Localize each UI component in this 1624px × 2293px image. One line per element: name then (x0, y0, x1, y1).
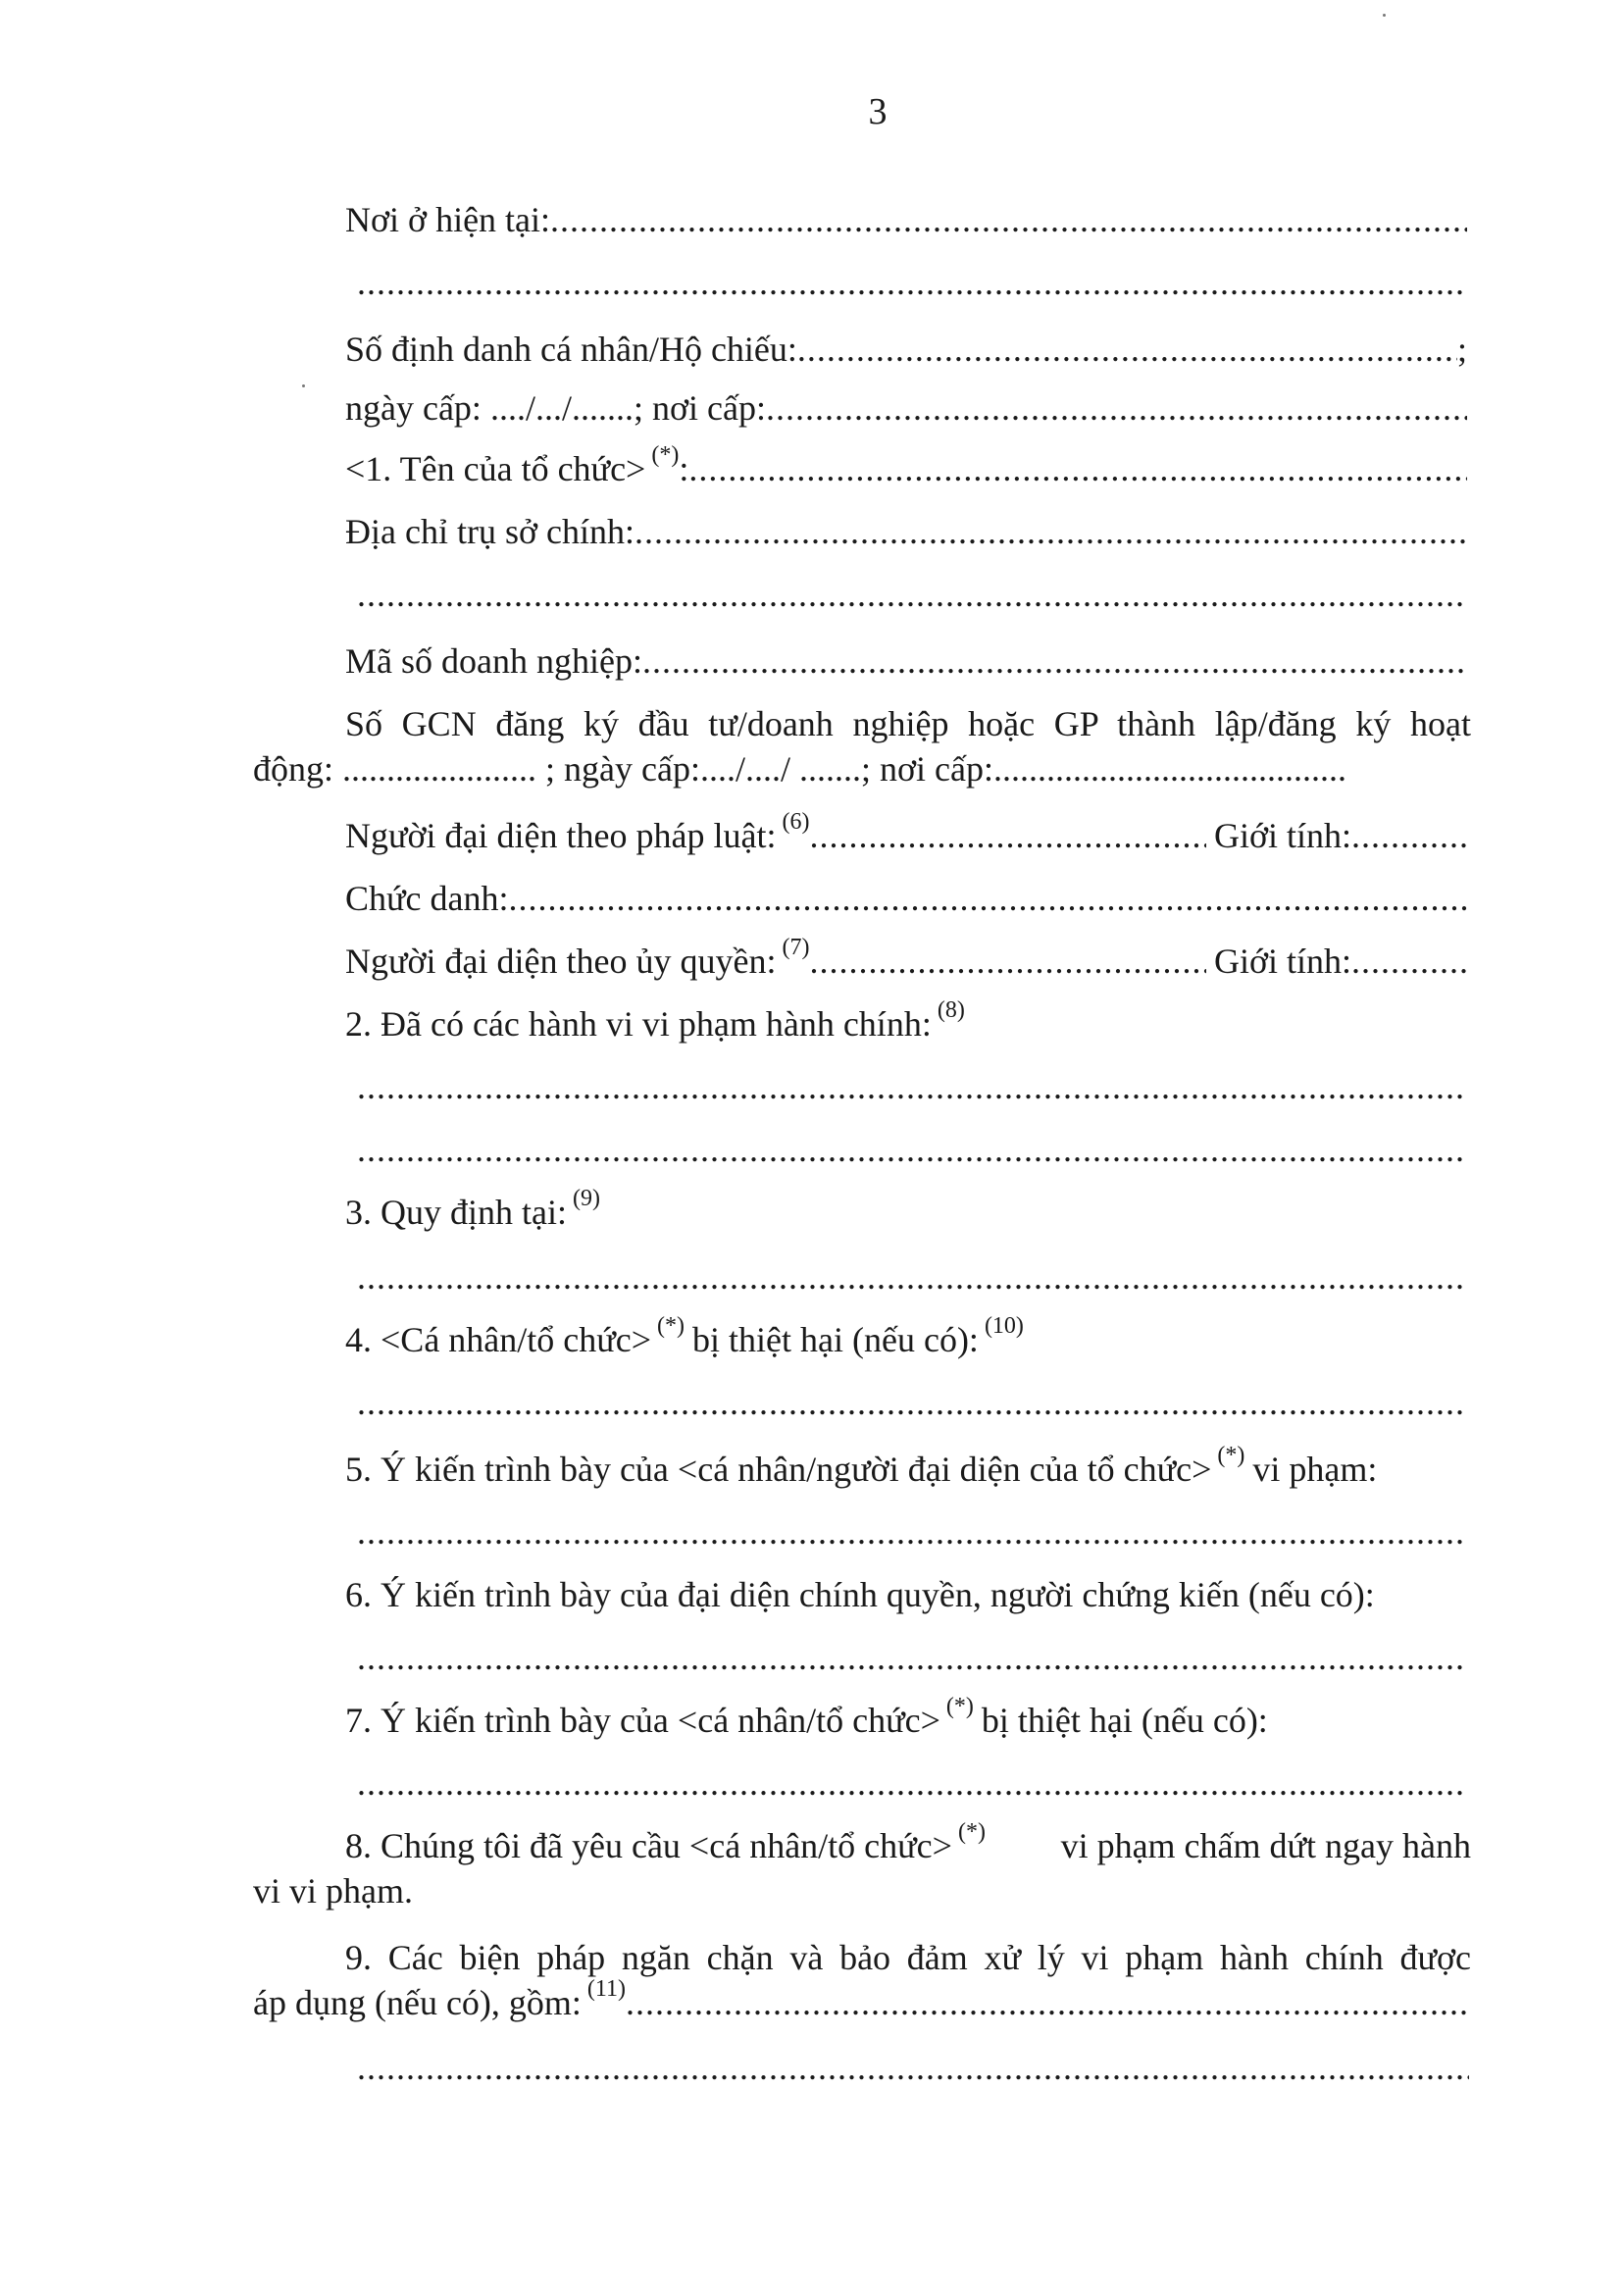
damaged-statement-line (357, 1761, 1467, 1805)
fill-line (550, 198, 1467, 241)
fill-line (357, 1255, 1467, 1299)
violator-statement-line (357, 1510, 1467, 1554)
legal-representative-label: Người đại diện theo pháp luật: (345, 816, 777, 855)
preventive-measures-label: 9. Các biện pháp ngăn chặn và bảo đảm xử lý vi phạm hành chính được (345, 1938, 1471, 1977)
fill-line (508, 877, 1467, 920)
fill-line (809, 940, 1205, 983)
fill-line (688, 447, 1467, 490)
preventive-measures-field: áp dụng (nếu có), gồm: (11) ..... (253, 1981, 1467, 2024)
gender-label: Giới tính: (1213, 942, 1351, 981)
fill-line (357, 2046, 1469, 2089)
enterprise-code-field (345, 639, 1467, 683)
head-office-address-field (345, 510, 1467, 553)
fill-line (1351, 940, 1467, 983)
id-number-field: Số định danh cá nhân/Hộ chiếu: ..... ; (345, 328, 1467, 371)
scan-speck (302, 384, 305, 387)
violations-heading: 2. Đã có các hành vi vi phạm hành chính: (8) (345, 997, 965, 1044)
request-stop-paragraph: 8. Chúng tôi đã yêu cầu <cá nhân/tổ chức> (*) vi phạm chấm dứt ngay hành (345, 1819, 1471, 1865)
scan-speck (1383, 14, 1386, 17)
fill-line (357, 1636, 1467, 1679)
fill-line (357, 1381, 1467, 1424)
fill-line (797, 328, 1457, 371)
organization-name-field: <1. Tên của tổ chức> (*) : ..... (345, 447, 1467, 490)
damaged-party-heading: 4. <Cá nhân/tổ chức> (*) bị thiệt hại (nếu có): (10) (345, 1313, 1024, 1359)
current-residence-field (345, 198, 1467, 241)
request-stop-paragraph-cont: vi vi phạm. (253, 1871, 413, 1911)
gender-label: Giới tính: (1213, 816, 1351, 855)
authority-statement-heading: 6. Ý kiến trình bày của đại diện chính quyền, người chứng kiến (nếu có): (345, 1575, 1375, 1614)
head-office-address-label: Địa chỉ trụ sở chính: (345, 512, 634, 551)
preventive-measures-line-2 (357, 2046, 1469, 2089)
id-number-label: Số định danh cá nhân/Hộ chiếu: (345, 330, 797, 369)
fill-line (642, 639, 1467, 683)
issue-date-field (345, 386, 1467, 430)
regulation-line (357, 1255, 1467, 1299)
fill-line (357, 573, 1467, 616)
fill-line (357, 1761, 1467, 1805)
fill-line (357, 1128, 1467, 1171)
certificate-number-label: Số GCN đăng ký đầu tư/doanh nghiệp hoặc GP thành lập/đăng ký hoạt (345, 704, 1471, 743)
authorized-representative-field: Người đại diện theo ủy quyền: (7) ..... Giới tính: ..... (345, 940, 1467, 983)
authority-statement-line (357, 1636, 1467, 1679)
fill-line (357, 261, 1467, 304)
damaged-party-line (357, 1381, 1467, 1424)
position-title-field (345, 877, 1467, 920)
regulation-heading: 3. Quy định tại: (9) (345, 1186, 600, 1232)
fill-line (634, 510, 1467, 553)
violations-line-2 (357, 1128, 1467, 1171)
position-title-label: Chức danh: (345, 879, 509, 918)
fill-line (1351, 814, 1467, 857)
legal-representative-field: Người đại diện theo pháp luật: (6) ..... Giới tính: ..... (345, 814, 1467, 857)
current-residence-line-2 (357, 261, 1467, 304)
organization-name-label: <1. Tên của tổ chức> (345, 449, 646, 488)
damaged-statement-heading: 7. Ý kiến trình bày của <cá nhân/tổ chức> (*) bị thiệt hại (nếu có): (345, 1694, 1268, 1740)
fill-line (766, 386, 1467, 430)
page-number: 3 (868, 91, 888, 132)
enterprise-code-label: Mã số doanh nghiệp: (345, 641, 642, 681)
head-office-address-line-2 (357, 573, 1467, 616)
fill-line (357, 1065, 1467, 1108)
fill-line (809, 814, 1206, 857)
fill-line (626, 1981, 1467, 2024)
violations-line-1 (357, 1065, 1467, 1108)
violator-statement-heading: 5. Ý kiến trình bày của <cá nhân/người đại diện của tổ chức> (*) vi phạm: (345, 1443, 1378, 1489)
certificate-details-line: động: ...................... ; ngày cấp:..../..../ .......; nơi cấp:........................................ (253, 749, 1346, 789)
issue-date-label: ngày cấp: ..../.../.......; nơi cấp: (345, 388, 766, 428)
fill-line (357, 1510, 1467, 1554)
authorized-representative-label: Người đại diện theo ủy quyền: (345, 942, 777, 981)
current-residence-label: Nơi ở hiện tại: (345, 200, 551, 239)
